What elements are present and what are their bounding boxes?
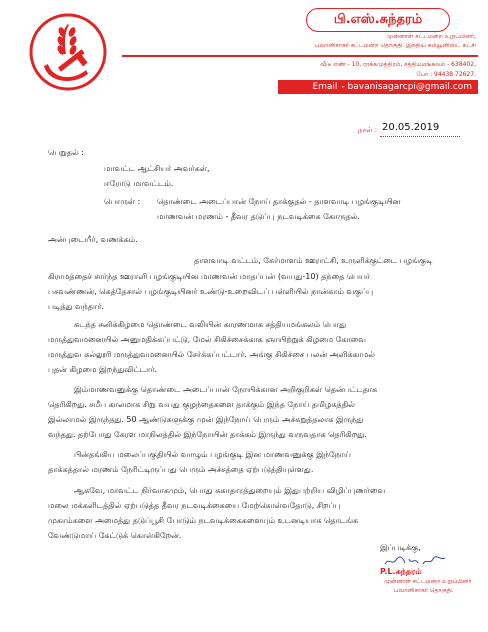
date-underline xyxy=(380,136,460,137)
paragraph-5-line: முகாம்களை அமைத்து தடுப்பூசி போடும் நடவடிக்கைகளையும் உடனடியாக தொடங்க xyxy=(48,516,359,525)
paragraph-3-line: இல்லாமல் இருந்தது. 50 ஆண்டுகளுக்கு முன் இந்நோய் பெரும் அச்சுறுத்தலாக இருந்து xyxy=(48,415,364,424)
paragraph-2-line: மருத்துவ கல்லூரி மருத்துவமனையில் சேர்க்கப்பட்டார். அங்கு சிகிச்சை பலன் அளிக்காமல் xyxy=(48,350,375,359)
paragraph-1-line: தாளவாடி வட்டம், கேர்மாளம் ஊராட்சி, உருளிக்குட்டை பழங்குடி xyxy=(194,256,433,265)
date-label: நாள் : xyxy=(358,126,378,134)
paragraph-1-line: கிராமத்தைச் சார்ந்த ஊராளி பழங்குடியின மாணவன் மாதப்பன் (வயது-10) தந்தை பெயர் xyxy=(48,272,371,281)
recipient-line-1: மாவட்ட ஆட்சியர் அவர்கள், xyxy=(104,164,210,173)
letterhead-name: பி.எஸ்.சுந்தரம் xyxy=(306,8,450,32)
paragraph-2-line: கடந்த சனிக்கிழமை தொண்டை வலியின் காரணமாக சத்தியமங்கலம் பொது xyxy=(74,320,347,329)
email-address: - bavanisagarcpi@gmail.com xyxy=(341,82,472,92)
letterhead-party-line: பவானிசாகர் சட்டமன்ற தொகுதி. இந்திய கம்யூனிஸ்ட் கட்சி xyxy=(315,42,476,49)
paragraph-1-line: படித்து வந்தார். xyxy=(48,302,104,311)
letterhead-address: வீடு எண் - 10, ராக்கமுத்திரம், சத்தியமங்கலம் - 638402, xyxy=(320,61,476,68)
greeting: அன்புடையீர், வணக்கம். xyxy=(48,235,138,244)
paragraph-4-line: தாக்கத்தால் மரணம் நேரிட்டிருப்பது பெரும் அச்சத்தை ஏற்படுத்தியுள்ளது. xyxy=(48,465,314,474)
letterhead-email-bar xyxy=(278,80,478,94)
paragraph-2-line: மருத்துவமனையில் அனுமதிக்கப்பட்டு, மேல் சிகிச்சைக்காக ஞாயிற்றுக் கிழமை கோவை xyxy=(48,335,366,344)
subject-line-2: மாணவன் மரணம் - தீவர தடுப்பு நடவடிக்கை கோருதல். xyxy=(157,212,360,221)
signatory-role: முன்னாள் சட்டமன்ற உறுப்பினர் xyxy=(384,578,472,585)
date-value: 20.05.2019 xyxy=(382,122,440,133)
subject-label: பொருள் : xyxy=(104,197,141,206)
paragraph-2-line: புதன் கிழமை இறந்துவிட்டார். xyxy=(48,365,158,374)
paragraph-5-line: மலை மக்களிடத்தில் ஏற்படுத்த தீவர நடவடிக்கையை மேற்கொள்வதோடு, சிறப்பு xyxy=(48,501,341,510)
subject-line-1: தொண்டை அடைப்பான் நோய் தாக்குதல் - தாளவாடி பழங்குடியின xyxy=(157,197,401,206)
paragraph-1-line: பசவண்ணன், கெத்தேசால் பழங்குடியினர் உண்டு-உறைவிடப் பள்ளியில் நான்காம் வகுப்பு xyxy=(48,287,374,296)
closing-text: இப்படிக்கு, xyxy=(380,543,421,552)
paragraph-3-line: தெரிகிறது. சமீப காலமாக சிறு வயது குழந்தைகளை தாக்கும் இந்த நோய் தமிழகத்தில் xyxy=(48,400,355,409)
paragraph-4-line: பின்தங்கிய மலைப்பகுதியில் வாழும் பழங்குடி இன மாணவனுக்கு இந்நோய் xyxy=(74,450,351,459)
paragraph-3-line: வந்தது. தற்போது கேரள மாநிலத்தில் இந்நோயின் தாக்கம் இருந்து வருவதாக தெரிகிறது. xyxy=(48,430,367,439)
recipient-label: பெறுதல் : xyxy=(48,148,84,157)
letterhead-phone: போ : 94438 72627. xyxy=(416,71,476,78)
signatory-constituency: பவானிசாகர் தொகுதி. xyxy=(394,587,454,594)
recipient-line-2: ஈரோடு மாவட்டம். xyxy=(104,179,174,188)
email-label: Email xyxy=(312,82,338,92)
party-logo-icon xyxy=(28,12,108,92)
signatory-name: P.L.சுந்தரம் xyxy=(380,567,422,576)
paragraph-3-line: இம்மாணவனுக்கு தொண்டை அடைப்பான் நோயிக்கான அறிகுறிகள் தென்பட்டதாக xyxy=(74,385,378,394)
letterhead-divider xyxy=(122,55,478,57)
paragraph-5-line: ஆகவே, மாவட்ட நிர்வாகமும், பொது சுகாதாரத்துறையும் இதுபற்றிய விழிப்புணர்வை xyxy=(74,486,386,495)
paragraph-5-line: வேண்டுமாய் கேட்டுக் கொள்கிறேன். xyxy=(48,531,182,540)
letterhead-title-line: முன்னாள் சட்டமன்ற உறுப்பினர், xyxy=(386,33,476,40)
handwritten-signature xyxy=(383,555,447,567)
